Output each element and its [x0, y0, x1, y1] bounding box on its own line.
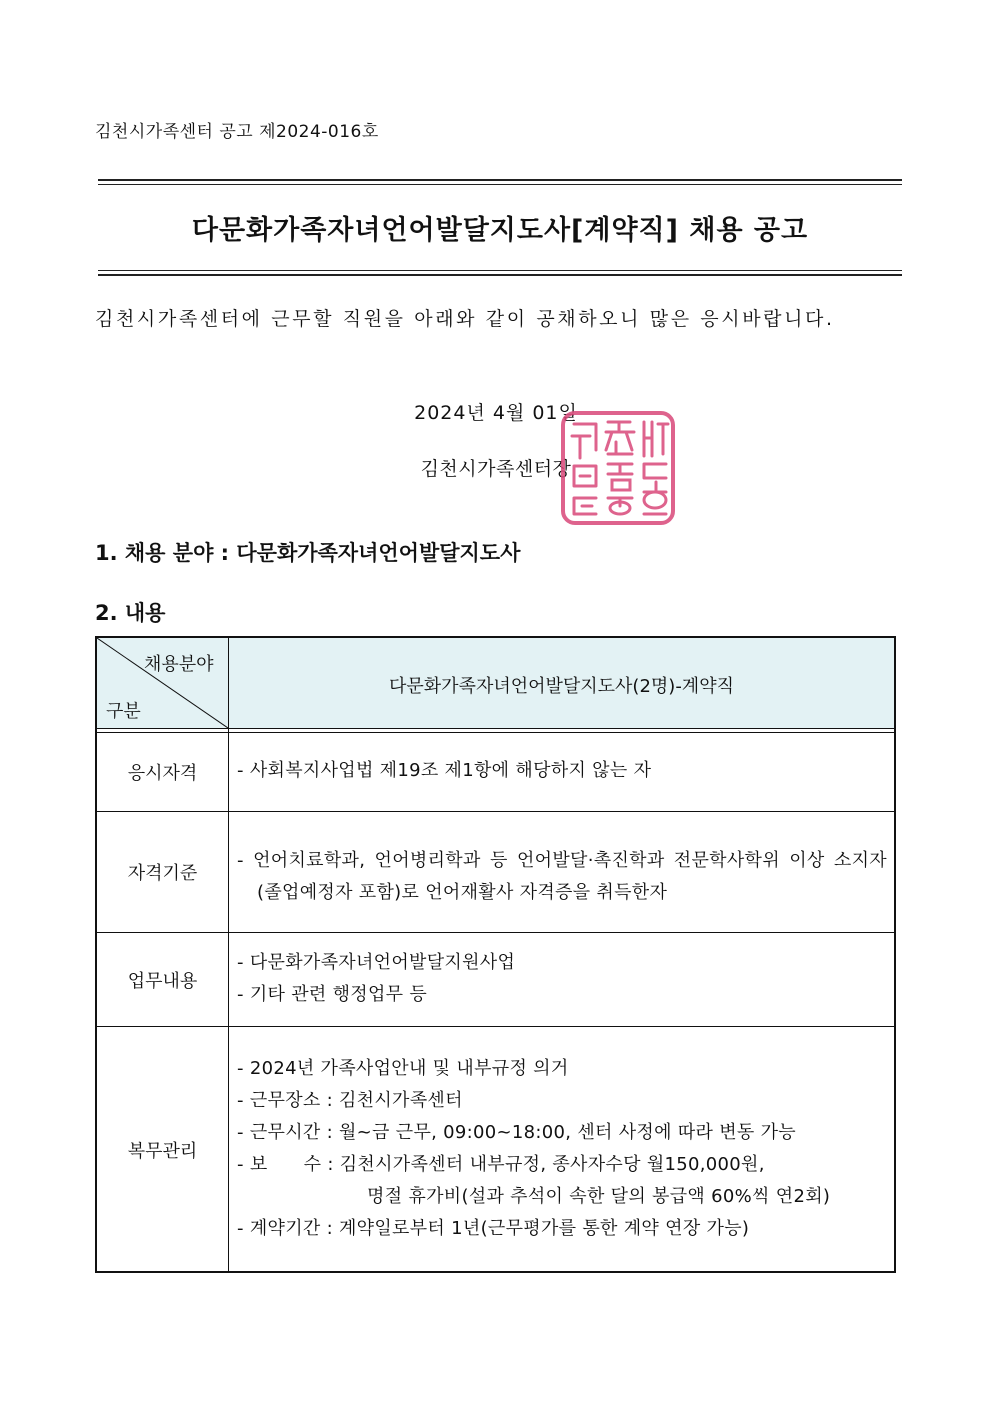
- list-item: - 사회복지사업법 제19조 제1항에 해당하지 않는 자: [237, 760, 652, 781]
- list-item: - 언어치료학과, 언어병리학과 등 언어발달·촉진학과 전문학사학위 이상 소지자(졸업예정자 포함)로 언어재활사 자격증을 취득한자: [237, 850, 887, 903]
- list-item: - 다문화가족자녀언어발달지원사업: [237, 952, 516, 973]
- row-divider: [97, 932, 894, 933]
- title-rule-bottom-thin: [98, 270, 902, 271]
- row-divider: [97, 1026, 894, 1027]
- list-item-continuation: 명절 휴가비(설과 추석이 속한 달의 봉급액 60%씩 연2회): [367, 1186, 831, 1207]
- title-rule-top-thin: [98, 184, 902, 185]
- header-position: 다문화가족자녀언어발달지도사(2명)-계약직: [389, 676, 734, 697]
- issuer-name: 김천시가족센터장: [420, 458, 572, 480]
- header-category-label: 구분: [106, 701, 141, 722]
- list-item: - 계약기간 : 계약일로부터 1년(근무평가를 통한 계약 연장 가능): [237, 1218, 750, 1239]
- list-item: - 보 수 : 김천시가족센터 내부규정, 종사자수당 월150,000원,: [237, 1154, 765, 1175]
- list-item: - 기타 관련 행정업무 등: [237, 984, 428, 1005]
- page-title: 다문화가족자녀언어발달지도사[계약직] 채용 공고: [191, 215, 809, 246]
- notice-date: 2024년 4월 01일: [414, 402, 578, 424]
- list-item: - 근무시간 : 월~금 근무, 09:00~18:00, 센터 사정에 따라 변동 가능: [237, 1122, 796, 1143]
- row-content-duties: [237, 947, 887, 1011]
- row-label-service: 복무관리: [127, 1141, 198, 1162]
- row-label-criteria: 자격기준: [127, 863, 198, 884]
- row-divider: [97, 811, 894, 812]
- intro-paragraph: 김천시가족센터에 근무할 직원을 아래와 같이 공채하오니 많은 응시바랍니다.: [95, 308, 835, 330]
- row-content-criteria: [237, 845, 887, 909]
- header-field-label: 채용분야: [144, 654, 214, 675]
- official-seal-icon: [560, 410, 676, 526]
- header-double-rule: [97, 728, 894, 733]
- row-label-duties: 업무내용: [127, 971, 198, 992]
- title-rule-bottom: [98, 274, 902, 276]
- section-content: 2. 내용: [95, 601, 166, 625]
- row-label-qualification: 응시자격: [127, 763, 198, 784]
- section-recruit-field: 1. 채용 분야 : 다문화가족자녀언어발달지도사: [95, 541, 521, 565]
- list-item: - 근무장소 : 김천시가족센터: [237, 1090, 463, 1111]
- row-content-service: [237, 1053, 887, 1245]
- list-item: - 2024년 가족사업안내 및 내부규정 의거: [237, 1058, 569, 1079]
- notice-number: 김천시가족센터 공고 제2024-016호: [95, 122, 379, 142]
- title-rule-top: [98, 179, 902, 181]
- row-content-qualification: [237, 755, 887, 787]
